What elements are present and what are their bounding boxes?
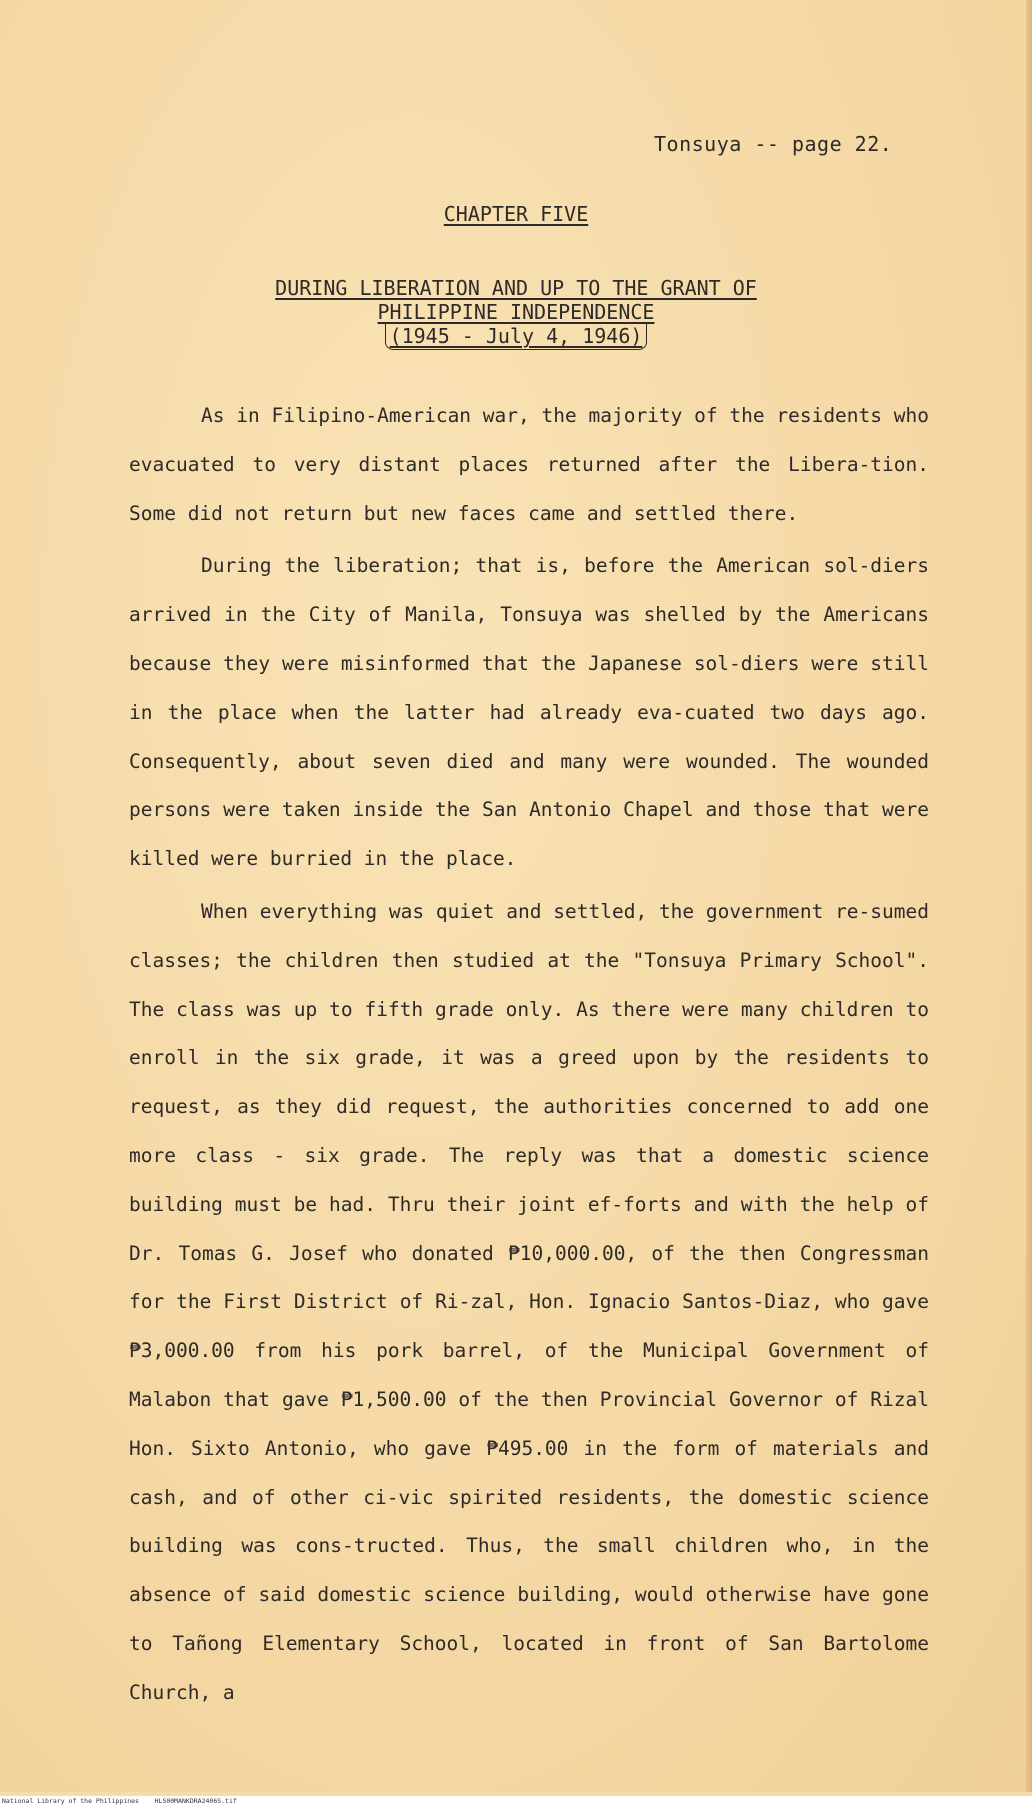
subtitle-line-3: (1945 - July 4, 1946) (385, 324, 648, 350)
body-text (129, 392, 929, 1718)
page-header: Tonsuya -- page 22. (654, 132, 893, 156)
chapter-title (0, 202, 1032, 226)
subtitle-line-1: DURING LIBERATION AND UP TO THE GRANT OF (275, 276, 757, 300)
paragraph-1: As in Filipino-American war, the majority of the residents who evacuated to very distant places returned after the Libera-tion. Some did not return but new faces came and settled there. (129, 404, 929, 525)
chapter-title-text: CHAPTER FIVE (443, 202, 589, 226)
subtitle-line-2: PHILIPPINE INDEPENDENCE (377, 300, 655, 324)
footer-caption: National Library of the Philippines HLS00MANKDRA2406S.tif (2, 1797, 237, 1805)
paragraph-2: During the liberation; that is, before the American sol-diers arrived in the City of Manila, Tonsuya was shelled by the Americans because they were misinformed that the Japanese sol-diers were still in the place when the latter had already eva-cuated two days ago. Consequently, about seven died and many were wounded. The wounded persons were taken inside the San Antonio Chapel and those that were killed were burried in the place. (129, 554, 929, 871)
page-edge (1026, 0, 1032, 1792)
paragraph-3: When everything was quiet and settled, the government re-sumed classes; the children then studied at the "Tonsuya Primary School". The class was up to fifth grade only. As there were many children to enroll in the six grade, it was a greed upon by the residents to request, as they did request, the authorities concerned to add one more class - six grade. The reply was that a domestic science building must be had. Thru their joint ef-forts and with the help of Dr. Tomas G. Josef who donated ₱10,000.00, of the then Congressman for the First District of Ri-zal, Hon. Ignacio Santos-Diaz, who gave ₱3,000.00 from his pork barrel, of the Municipal Government of Malabon that gave ₱1,500.00 of the then Provincial Governor of Rizal Hon. Sixto Antonio, who gave ₱495.00 in the form of materials and cash, and of other ci-vic spirited residents, the domestic science building was cons-tructed. Thus, the small children who, in the absence of said domestic science building, would otherwise have gone to Tañong Elementary School, located in front of San Bartolome Church, a (129, 899, 929, 1704)
chapter-subtitle (0, 276, 1032, 350)
